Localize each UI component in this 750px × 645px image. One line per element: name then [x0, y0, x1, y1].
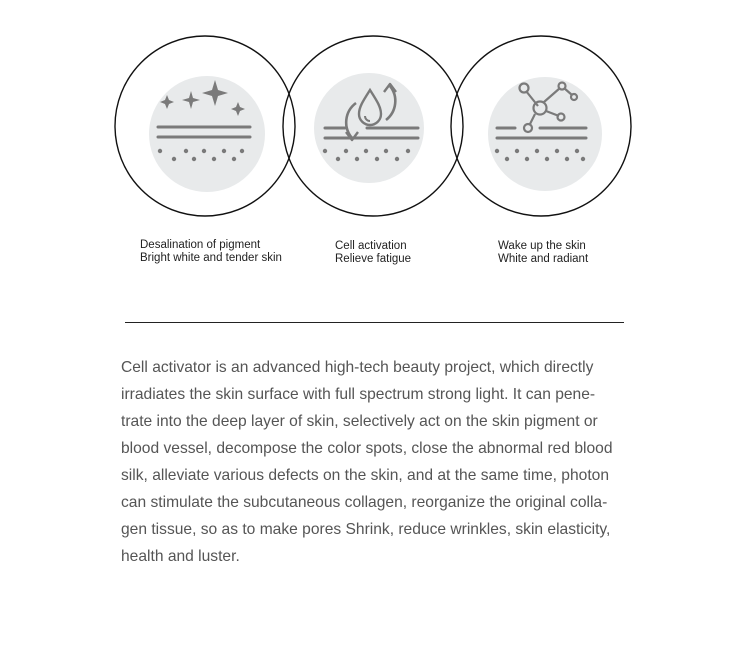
- molecule-skin-icon: [488, 77, 602, 191]
- description-line-6: can stimulate the subcutaneous collagen, reorganize the original colla-: [121, 494, 608, 511]
- description-line-7: gen tissue, so as to make pores Shrink, reduce wrinkles, skin elasticity,: [121, 521, 611, 538]
- feature-1-line-2: Bright white and tender skin: [140, 251, 282, 264]
- description-line-4: blood vessel, decompose the color spots, close the abnormal red blood: [121, 440, 613, 457]
- feature-3-line-2: White and radiant: [498, 252, 589, 265]
- feature-caption-3: [498, 240, 588, 265]
- description-line-1: Cell activator is an advanced high-tech beauty project, which directly: [121, 359, 594, 376]
- description-line-8: health and luster.: [121, 548, 240, 565]
- description-line-3: trate into the deep layer of skin, selectively act on the skin pigment or: [121, 413, 598, 430]
- section-divider: [125, 322, 624, 323]
- feature-2-line-2: Relieve fatigue: [335, 252, 412, 265]
- description-line-5: silk, alleviate various defects on the skin, and at the same time, photon: [121, 467, 610, 484]
- feature-1-line-1: Desalination of pigment: [140, 239, 261, 251]
- description-line-2: irradiates the skin surface with full spectrum strong light. It can pene-: [121, 386, 596, 403]
- feature-2-line-1: Cell activation: [335, 240, 407, 252]
- feature-3-line-1: Wake up the skin: [498, 240, 586, 252]
- sparkle-skin-icon: [149, 76, 265, 192]
- water-drop-cycle-icon: [314, 73, 424, 183]
- feature-caption-2: [335, 240, 411, 265]
- description-paragraph: [121, 354, 641, 570]
- feature-caption-1: [140, 239, 282, 264]
